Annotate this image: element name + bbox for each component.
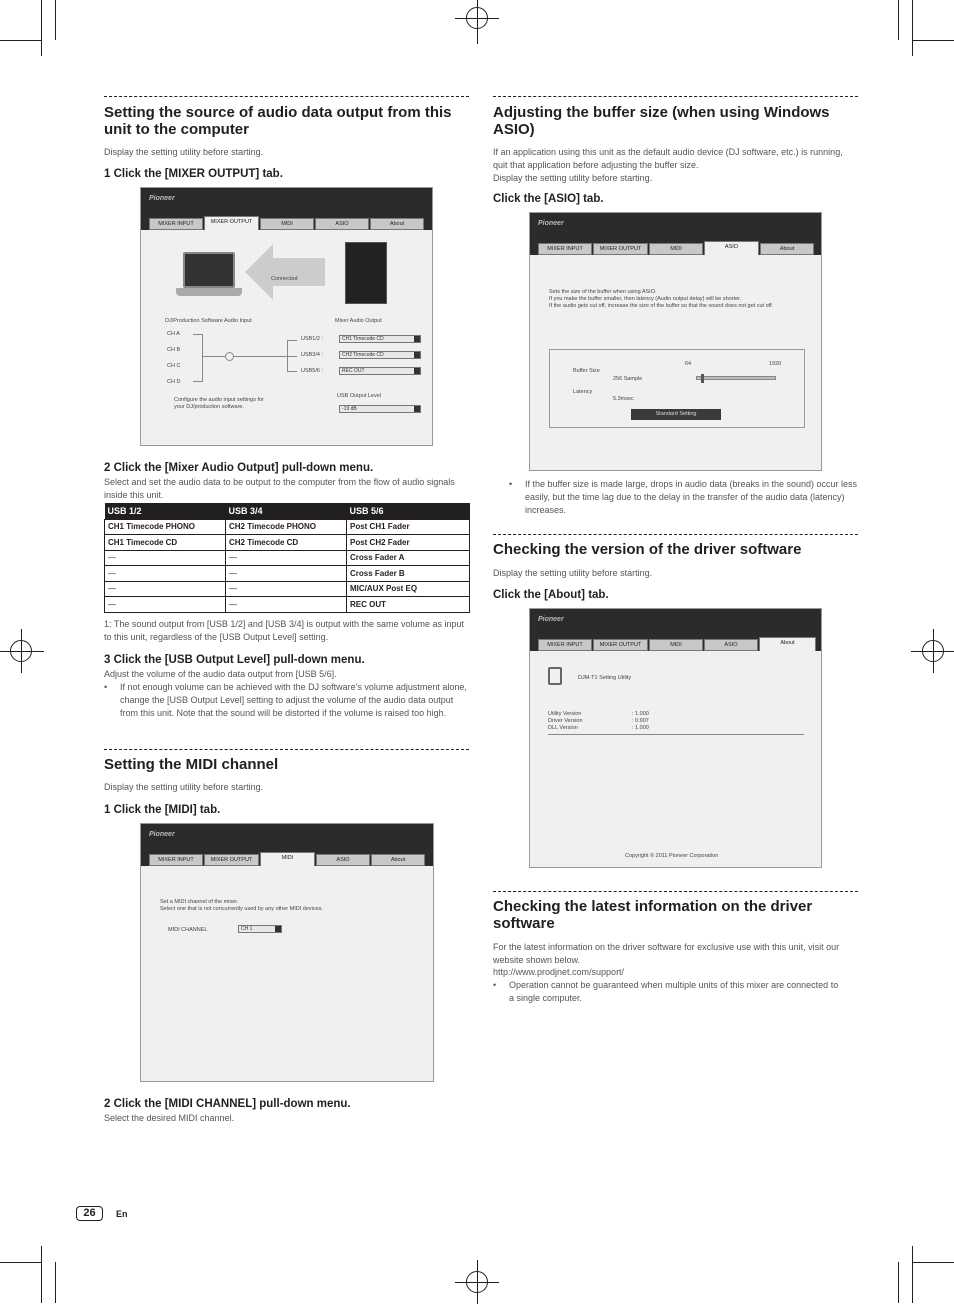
speaker-icon <box>548 667 562 685</box>
support-url-link[interactable]: http://www.prodjnet.com/support/ <box>493 967 625 977</box>
slider-handle[interactable] <box>701 374 704 383</box>
tab-mixer-input[interactable]: MIXER INPUT <box>538 243 592 255</box>
step-2-midi-text: Select the desired MIDI channel. <box>104 1113 235 1123</box>
section-title-audio-output: Setting the source of audio data output from this unit to the computer <box>104 104 452 138</box>
usb56-dropdown[interactable]: REC OUT <box>339 367 421 375</box>
section-title-latest-info: Checking the latest information on the driver software <box>493 898 813 932</box>
midi-channel-label: MIDI CHANNEL <box>168 927 208 933</box>
midi-text-2: Select one that is not concurrently used by any other MIDI devices. <box>160 906 323 912</box>
driver-version-label: Driver Version <box>548 718 583 724</box>
driver-version-value: : 0.907 <box>632 718 649 724</box>
section-title-midi-channel: Setting the MIDI channel <box>104 756 279 773</box>
channel-c: CH C <box>167 363 181 369</box>
buffer-max-label: 1920 <box>769 361 782 367</box>
step-2-midi-channel: 2 Click the [MIDI CHANNEL] pull-down menu. <box>104 1098 351 1110</box>
step-1-mixer-output: 1 Click the [MIXER OUTPUT] tab. <box>104 168 283 180</box>
table-row: — — Cross Fader B <box>105 566 470 582</box>
dll-version-label: DLL Version <box>548 725 578 731</box>
about-screenshot <box>529 608 822 868</box>
software-input-label: DJ/Production Software Audio Input <box>165 318 252 324</box>
usb12-dropdown[interactable]: CH1 Timecode CD <box>339 335 421 343</box>
tab-midi[interactable]: MIDI <box>260 218 314 230</box>
tab-asio[interactable]: ASIO <box>315 218 369 230</box>
pioneer-logo: Pioneer <box>538 616 564 623</box>
asio-text-2: If you make the buffer smaller, then latency (Audio output delay) will be shorter. <box>549 296 742 302</box>
connected-label: Connected <box>271 276 298 282</box>
header-usb34: USB 3/4 <box>226 503 347 519</box>
connection-arrow-icon <box>245 244 325 300</box>
channel-d: CH D <box>167 379 181 385</box>
table-note: 1: The sound output from [USB 1/2] and [USB 3/4] is output with the same volume as input to this unit, regardless of the [USB Output Level] setting. <box>104 619 465 642</box>
mixer-output-screenshot <box>140 187 433 446</box>
asio-screenshot <box>529 212 822 471</box>
table-row: CH1 Timecode CD CH2 Timecode CD Post CH2 Fader <box>105 535 470 551</box>
tab-about[interactable]: About <box>760 243 814 255</box>
step-3-bullet: • If not enough volume can be achieved with the DJ software's volume adjustment alone, change the [USB Output Level] setting to adjust the volume of the audio data output from this unit. Note that the sound will be distorted if the volume is raised too high. <box>120 681 469 720</box>
step-about-tab: Click the [About] tab. <box>493 589 609 601</box>
channel-a: CH A <box>167 331 180 337</box>
tab-about[interactable]: About <box>759 637 816 651</box>
tab-asio[interactable]: ASIO <box>316 854 370 866</box>
table-row: — — Cross Fader A <box>105 550 470 566</box>
step-3-text: Adjust the volume of the audio data output from [USB 5/6]. <box>104 669 337 679</box>
laptop-icon <box>183 252 235 288</box>
buffer-intro-text: If an application using this unit as the default audio device (DJ software, etc.) is running, quit that application before adjusting the buffer size. <box>493 147 843 170</box>
utility-version-label: Utility Version <box>548 711 582 717</box>
latest-info-text: For the latest information on the driver software for exclusive use with this unit, visit our website shown below. <box>493 942 840 965</box>
tab-about[interactable]: About <box>370 218 424 230</box>
step-asio-tab: Click the [ASIO] tab. <box>493 193 604 205</box>
buffer-bullet: • If the buffer size is made large, drops in audio data (breaks in the sound) occur less easily, but the time lag due to the delay in the transfer of the audio data (latency) increases. <box>525 478 858 517</box>
standard-setting-button[interactable]: Standard Setting <box>631 409 721 420</box>
section-title-driver-version: Checking the version of the driver software <box>493 541 802 558</box>
tab-mixer-input[interactable]: MIXER INPUT <box>149 854 203 866</box>
tab-mixer-output[interactable]: MIXER OUTPUT <box>593 243 648 255</box>
tab-mixer-output[interactable]: MIXER OUTPUT <box>204 216 259 230</box>
tab-mixer-output[interactable]: MIXER OUTPUT <box>593 639 648 651</box>
pioneer-logo: Pioneer <box>149 195 175 202</box>
configure-note: Configure the audio input settings for your DJ/production software. <box>174 397 264 410</box>
pioneer-logo: Pioneer <box>149 831 175 838</box>
step-3-usb-output-level: 3 Click the [USB Output Level] pull-down menu. <box>104 654 365 666</box>
usb12-label: USB1/2 : <box>301 336 324 342</box>
midi-screenshot <box>140 823 434 1082</box>
page-number: 26 <box>76 1206 103 1221</box>
pioneer-logo: Pioneer <box>538 220 564 227</box>
tab-mixer-output[interactable]: MIXER OUTPUT <box>204 854 259 866</box>
tab-mixer-input[interactable]: MIXER INPUT <box>149 218 203 230</box>
utility-version-value: : 1.000 <box>632 711 649 717</box>
usb56-label: USB5/6 : <box>301 368 324 374</box>
latest-info-bullet: • Operation cannot be guaranteed when multiple units of this mixer are connected to a single computer. <box>509 979 839 1005</box>
buffer-intro-text-2: Display the setting utility before starting. <box>493 173 653 183</box>
usb34-dropdown[interactable]: CH2 Timecode CD <box>339 351 421 359</box>
intro-text: Display the setting utility before starting. <box>104 147 264 157</box>
step-2-text: Select and set the audio data to be output to the computer from the flow of audio signals inside this unit. <box>104 477 455 500</box>
midi-intro-text: Display the setting utility before starting. <box>104 782 264 792</box>
tab-midi[interactable]: MIDI <box>260 852 315 866</box>
tab-asio[interactable]: ASIO <box>704 639 758 651</box>
tab-midi[interactable]: MIDI <box>649 639 703 651</box>
about-title: DJM-T1 Setting Utility <box>578 675 632 681</box>
copyright-text: Copyright © 2011 Pioneer Corporation <box>625 853 719 859</box>
table-row: CH1 Timecode PHONO CH2 Timecode PHONO Post CH1 Fader <box>105 519 470 535</box>
midi-channel-dropdown[interactable]: CH 1 <box>238 925 282 933</box>
buffer-size-label: Buffer Size <box>573 368 600 374</box>
tab-mixer-input[interactable]: MIXER INPUT <box>538 639 592 651</box>
step-1-midi: 1 Click the [MIDI] tab. <box>104 804 221 816</box>
mixer-output-label: Mixer Audio Output <box>335 318 382 324</box>
step-2-mixer-audio-output: 2 Click the [Mixer Audio Output] pull-down menu. <box>104 462 374 474</box>
tab-about[interactable]: About <box>371 854 425 866</box>
section-title-buffer-size: Adjusting the buffer size (when using Windows ASIO) <box>493 104 830 138</box>
tab-asio[interactable]: ASIO <box>704 241 759 255</box>
latency-value: 5.3msec <box>613 396 634 402</box>
usb-output-table <box>104 503 470 613</box>
midi-text-1: Set a MIDI channel of the mixer. <box>160 899 239 905</box>
buffer-min-label: 64 <box>685 361 692 367</box>
usb34-label: USB3/4 : <box>301 352 324 358</box>
buffer-size-value: 256 Sample <box>613 376 643 382</box>
buffer-size-slider[interactable] <box>696 376 776 380</box>
language-label: En <box>116 1209 128 1219</box>
table-row: — — MIC/AUX Post EQ <box>105 581 470 597</box>
asio-text-1: Sets the size of the buffer when using ASIO. <box>549 289 657 295</box>
usb-output-level-dropdown[interactable]: -19 dB <box>339 405 421 413</box>
version-intro-text: Display the setting utility before starting. <box>493 568 653 578</box>
asio-text-3: If the audio gets cut off, increase the size of the buffer so that the sound does not get cut off. <box>549 303 774 309</box>
usb-output-level-label: USB Output Level <box>337 393 382 399</box>
header-usb56: USB 5/6 <box>347 503 470 519</box>
table-row: — — REC OUT <box>105 597 470 613</box>
channel-b: CH B <box>167 347 181 353</box>
mixer-device-icon <box>345 242 387 304</box>
dll-version-value: : 1.000 <box>632 725 649 731</box>
tab-midi[interactable]: MIDI <box>649 243 703 255</box>
header-usb12: USB 1/2 <box>105 503 226 519</box>
latency-label: Latency <box>573 389 593 395</box>
